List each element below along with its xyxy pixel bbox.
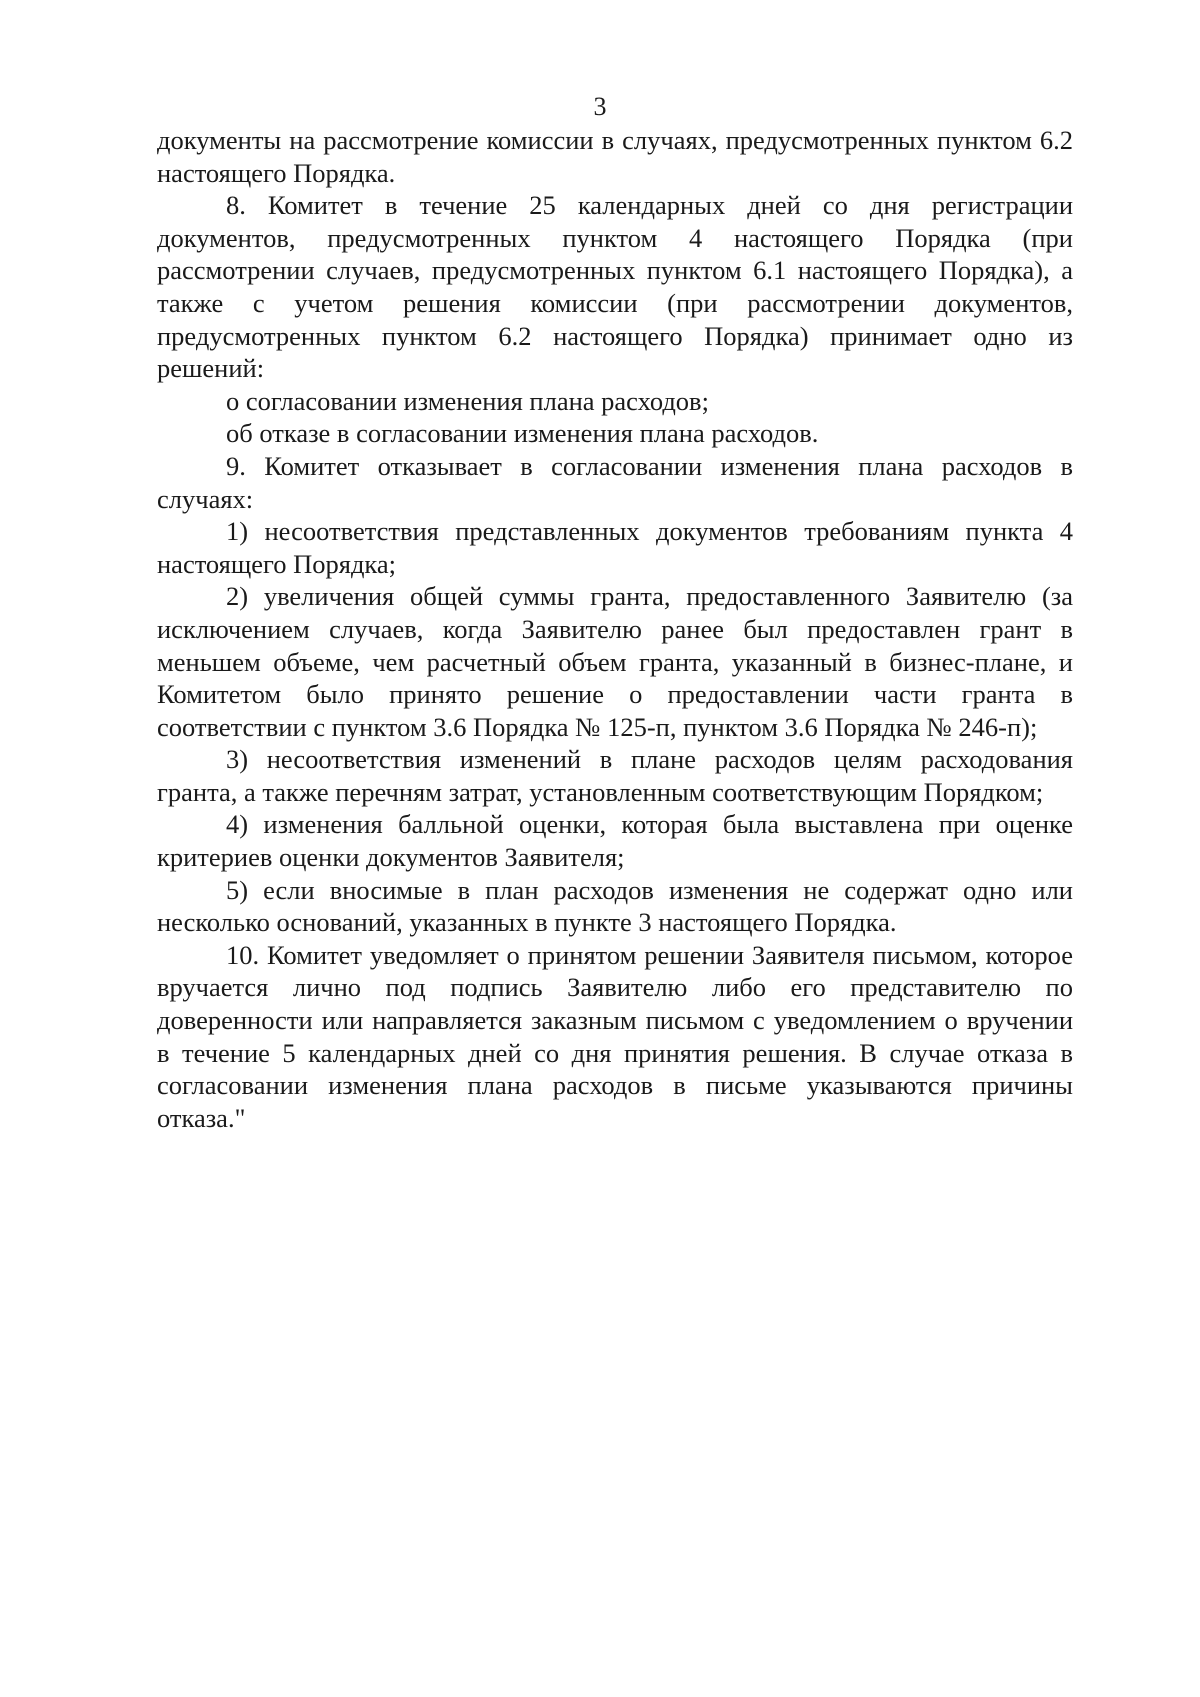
paragraph-item-10: 10. Комитет уведомляет о принятом решении Заявителя письмом, которое вручается лично под подпись Заявителю либо его представителю по доверенности или направляется заказным письмом с уведомлением о вручении в течение 5 календарных дней со дня принятия решения. В случае отказа в согласовании изменения плана расходов в письме указываются причины отказа." xyxy=(157,939,1073,1133)
decision-option-refuse: об отказе в согласовании изменения плана расходов. xyxy=(226,418,819,449)
refusal-reason-1: 1) несоответствия представленных документов требованиям пункта 4 настоящего Порядка; xyxy=(157,516,1073,579)
paragraph-item-9: 9. Комитет отказывает в согласовании изменения плана расходов в случаях: xyxy=(157,450,1073,514)
refusal-reason-4: 4) изменения балльной оценки, которая была выставлена при оценке критериев оценки документов Заявителя; xyxy=(157,809,1073,873)
refusal-reason-2: 2) увеличения общей суммы гранта, предоставленного Заявителю (за исключением случаев, когда Заявителю ранее был предоставлен грант в меньшем объеме, чем расчетный объем гранта, указанный в бизнес-плане, и Комитетом было принято решение о предоставлении части гранта в соответствии с пунктом 3.6 Порядка № 125-п, пунктом 3.6 Порядка № 246-п); xyxy=(157,581,1073,742)
paragraph-item-8: 8. Комитет в течение 25 календарных дней со дня регистрации документов, предусмотренных пунктом 4 настоящего Порядка (при рассмотрении случаев, предусмотренных пунктом 6.1 настоящего Порядка), а также с учетом решения комиссии (при рассмотрении документов, предусмотренных пунктом 6.2 настоящего Порядка) принимает одно из решений: xyxy=(157,190,1073,384)
document-body xyxy=(157,124,1073,1134)
refusal-reason-3: 3) несоответствия изменений в плане расходов целям расходования гранта, а также перечням затрат, установленным соответствующим Порядком; xyxy=(157,744,1073,807)
refusal-reason-5: 5) если вносимые в план расходов изменения не содержат одно или несколько оснований, указанных в пункте 3 настоящего Порядка. xyxy=(157,874,1073,938)
decision-option-approve: о согласовании изменения плана расходов; xyxy=(226,385,709,416)
paragraph: документы на рассмотрение комиссии в случаях, предусмотренных пунктом 6.2 настоящего Порядка. xyxy=(157,125,1073,188)
page-number: 3 xyxy=(593,92,607,121)
